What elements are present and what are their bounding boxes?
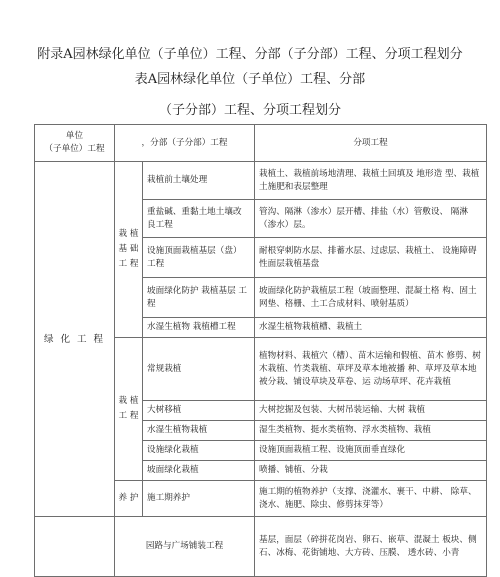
- sub-division-cell: 水湿生植物栽植: [143, 421, 255, 441]
- sub-division-cell: 常规栽植: [143, 338, 255, 401]
- sub-division-cell: 坡面绿化防护 栽植基层 工程: [143, 278, 255, 318]
- sub-item-cell: 湿生类植物、挺水类植物、浮水类植物、栽植: [255, 421, 487, 441]
- sub-division-cell: 栽植前土壤处理: [143, 162, 255, 200]
- sub-item-cell: 耐根穿刺防水层、排蓄水层、过虑层、栽植土、 设施障碍性面层栽植基盘: [255, 238, 487, 278]
- table-title-continued: （子分部）工程、分项工程划分: [158, 103, 341, 118]
- appendix-title: 附录A园林绿化单位（子单位）工程、分部（子分部）工程、分项工程划分: [37, 47, 463, 62]
- sub-division-cell: 设施绿化栽植: [143, 441, 255, 461]
- sub-item-cell: 栽植土、栽植前场地清理、栽植土回填及 地形造 型、栽植土施肥和表层整理: [255, 162, 487, 200]
- group-basic-cell: 栽 植 基 础 工 程: [115, 162, 143, 338]
- table-title: 表A园林绿化单位（子单位）工程、分部: [134, 72, 366, 87]
- sub-item-cell: 管沟、隔淋（渗水）层开槽、排盐（水）管敷设、 隔淋（渗水）层。: [255, 200, 487, 238]
- header-subitem: 分项工程: [255, 125, 487, 162]
- header-unit-line2: （子单位）工程: [44, 144, 105, 154]
- sub-division-cell: 设施顶面栽植基层（盘）工程: [143, 238, 255, 278]
- sub-division-cell: 园路与广场铺装工程: [115, 517, 255, 577]
- sub-division-cell: 水湿生植物 栽植槽工程: [143, 318, 255, 338]
- header-unit: [35, 125, 115, 162]
- sub-item-cell: 设施顶面栽植工程、设施顶面垂直绿化: [255, 441, 487, 461]
- sub-item-cell: 基层，面层（碎拼花岗岩、卵石、嵌草、混凝土 板块、侧石、冰梅、花街铺地、大方砖、压膜、 透水砖、小青: [255, 517, 487, 577]
- sub-item-cell: 水湿生植物栽植槽、栽植土: [255, 318, 487, 338]
- table-header-row: [35, 125, 487, 162]
- sub-item-cell: 施工期的植物养护（支撑、浇灌水、裹干、中耕、 除草、浇水、施肥、除虫、修剪抹芽等）: [255, 481, 487, 517]
- table-row: [35, 162, 487, 200]
- sub-item-cell: 植物材料、栽植穴（槽）、苗木运输和假植、苗木 修剪、树木栽植、竹类栽植、草坪及草本地被播 种、草坪及草本地被分栽、铺设草块及草卷、运 动场草坪、花卉栽植: [255, 338, 487, 401]
- header-division: ，分部（子分部）工程: [115, 125, 255, 162]
- sub-item-cell: 大树挖掘及包装、大树吊装运输、大树 栽植: [255, 401, 487, 421]
- division-table: [34, 124, 487, 577]
- group-planting-cell: 栽 植 工 程: [115, 338, 143, 481]
- sub-item-cell: 坡面绿化防护栽植层工程（坡面整理、混凝土格 构、固土网垫、格栅、土工合成材料、喷射基质）: [255, 278, 487, 318]
- sub-item-cell: 喷播、铺植、分栽: [255, 461, 487, 481]
- header-unit-line1: 单位: [65, 131, 84, 141]
- unit-project-cell: 绿 化 工 程: [35, 162, 115, 517]
- sub-division-cell: 大树移植: [143, 401, 255, 421]
- sub-division-cell: 坡面绿化栽植: [143, 461, 255, 481]
- sub-division-cell: 施工期养护: [143, 481, 255, 517]
- sub-division-cell: 重盐碱、重黏土地土壤改良工程: [143, 200, 255, 238]
- group-maintenance-cell: 养 护: [115, 481, 143, 517]
